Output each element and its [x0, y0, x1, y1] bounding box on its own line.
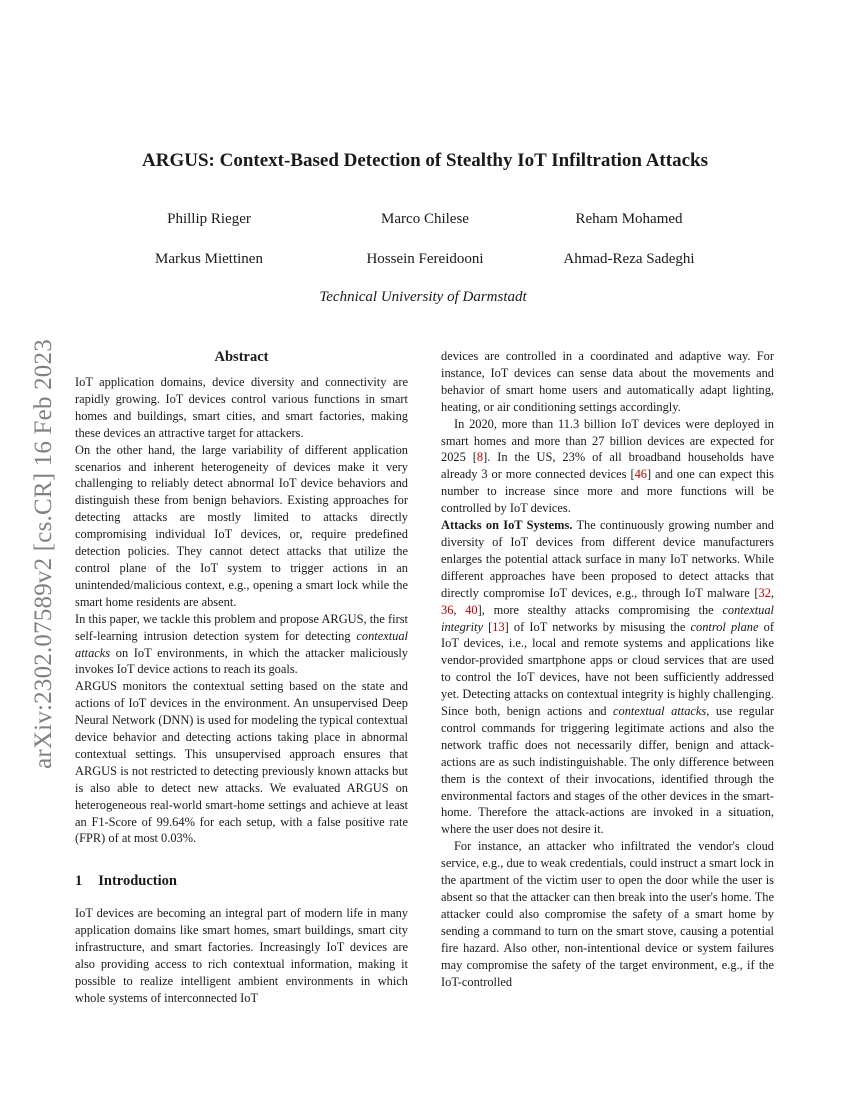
citation-link[interactable]: 32 [758, 585, 771, 600]
intro-paragraph-1-continued: devices are controlled in a coordinated and adaptive way. For instance, IoT devices can sense data about the movements and behavior of smart home users and automatically adapt lighting, heating, or air conditioning settings accordingly. [441, 349, 774, 414]
abstract-paragraph-2: On the other hand, the large variability of different application scenarios and inherent heterogeneity of devices make it very challenging to reliably detect abnormal IoT device behaviors and distinguish these from benign behaviors. Existing approaches for detecting attacks are mostly limited to attacks directly compromising individual IoT devices, or, require predefined detection policies. They cannot detect attacks that utilize the control plane of the IoT system to trigger actions in an unintended/malicious context, e.g., opening a smart lock while the smart home residents are absent. [75, 442, 408, 609]
abstract-heading: Abstract [214, 349, 269, 365]
author-3: Reham Mohamed [575, 211, 683, 227]
intro-paragraph-1: IoT devices are becoming an integral part of modern life in many application domains like smart homes, smart buildings, smart city infrastructure, and smart factories. Increasingly IoT devices are also providing access to rich contextual information, making it possible to realize intelligent ambient environments in which whole systems of interconnected IoT [75, 906, 408, 1005]
intro-paragraph-2: In 2020, more than 11.3 billion IoT devices were deployed in smart homes and more than 27 billion devices are expected for 2025 [8]. In the US, 23% of all broadband households have already 3 or more connected devices [46] and one can expect this number to increase since more and more functions will be controlled by IoT devices. [441, 416, 774, 516]
abstract-paragraph-4: ARGUS monitors the contextual setting based on the state and actions of IoT devices in the environment. An unsupervised Deep Neural Network (DNN) is used for modeling the typical contextual device behavior and detecting actions taking place in abnormal contextual settings. This unsupervised approach ensures that ARGUS is not restricted to detecting previously known attacks but is also able to detect new attacks. We evaluated ARGUS on heterogeneous real-world smart-home settings and achieve at least an F1-Score of 99.64% for each setup, with a false positive rate (FPR) of at most 0.03%. [75, 679, 408, 846]
citation-link[interactable]: 46 [634, 467, 647, 482]
author-5: Hossein Fereidooni [366, 251, 484, 267]
arxiv-identifier: arXiv:2302.07589v2 [cs.CR] 16 Feb 2023 [30, 339, 57, 769]
citation-link[interactable]: 40 [465, 602, 478, 617]
abstract-paragraph-3: In this paper, we tackle this problem and propose ARGUS, the first self-learning intrusion detection system for detecting contextual attacks on IoT environments, in which the attacker maliciously invokes IoT device actions to reach its goals. [75, 611, 408, 677]
citation-link[interactable]: 8 [476, 450, 484, 465]
affiliation: Technical University of Darmstadt [319, 289, 527, 305]
intro-paragraph-3: Attacks on IoT Systems. The continuously growing number and diversity of IoT devices from different device manufacturers enlarges the potential attack surface in many IoT networks. While different approaches have been proposed to detect attacks that directly compromise IoT devices, e.g., through IoT malware [32, 36, 40], more stealthy attacks compromising the contextual integrity [13] of IoT networks by misusing the control plane of IoT devices, i.e., local and remote systems and applications like vendor-provided smartphone apps or cloud services that are used to control the IoT devices, have not been sufficiently addressed yet. Detecting attacks on contextual integrity is highly challenging. Since both, benign actions and contextual attacks, use regular control commands for triggering legitimate actions and also the network traffic does not necessarily differ, benign and attack-actions are as such indistinguishable. The only difference between them is the context of their invocations, identified through the environmental factors and stages of the other devices in the smart-home. Therefore the attack-actions are invoked in a situation, where the user does not desire it. [441, 518, 774, 837]
section-heading-introduction: 1 Introduction [75, 873, 177, 890]
paper-title: ARGUS: Context-Based Detection of Stealthy IoT Infiltration Attacks [142, 150, 708, 171]
right-column [441, 348, 774, 990]
runin-heading: Attacks on IoT Systems. [441, 518, 573, 533]
citation-link[interactable]: 36 [441, 602, 454, 617]
left-column [75, 348, 408, 1007]
author-6: Ahmad-Reza Sadeghi [563, 251, 695, 267]
author-2: Marco Chilese [381, 211, 469, 227]
author-4: Markus Miettinen [155, 251, 263, 267]
author-1: Phillip Rieger [167, 211, 251, 227]
intro-paragraph-4: For instance, an attacker who infiltrated the vendor's cloud service, e.g., due to weak credentials, could instruct a smart lock in the apartment of the victim user to open the door while the user is absent so that the attacker can then break into the user's home. The attacker could also compromise the safety of a smart home by sending a command to turn on the smart stove, causing a potential fire hazard. Also other, non-intentional device or system failures may compromise the safety of the target environment, e.g., if the IoT-controlled [441, 839, 774, 989]
abstract-paragraph-1: IoT application domains, device diversity and connectivity are rapidly growing. IoT devices control various functions in smart homes and buildings, smart cities, and smart factories, making these devices an attractive target for attackers. [75, 375, 408, 440]
citation-link[interactable]: 13 [492, 619, 505, 634]
